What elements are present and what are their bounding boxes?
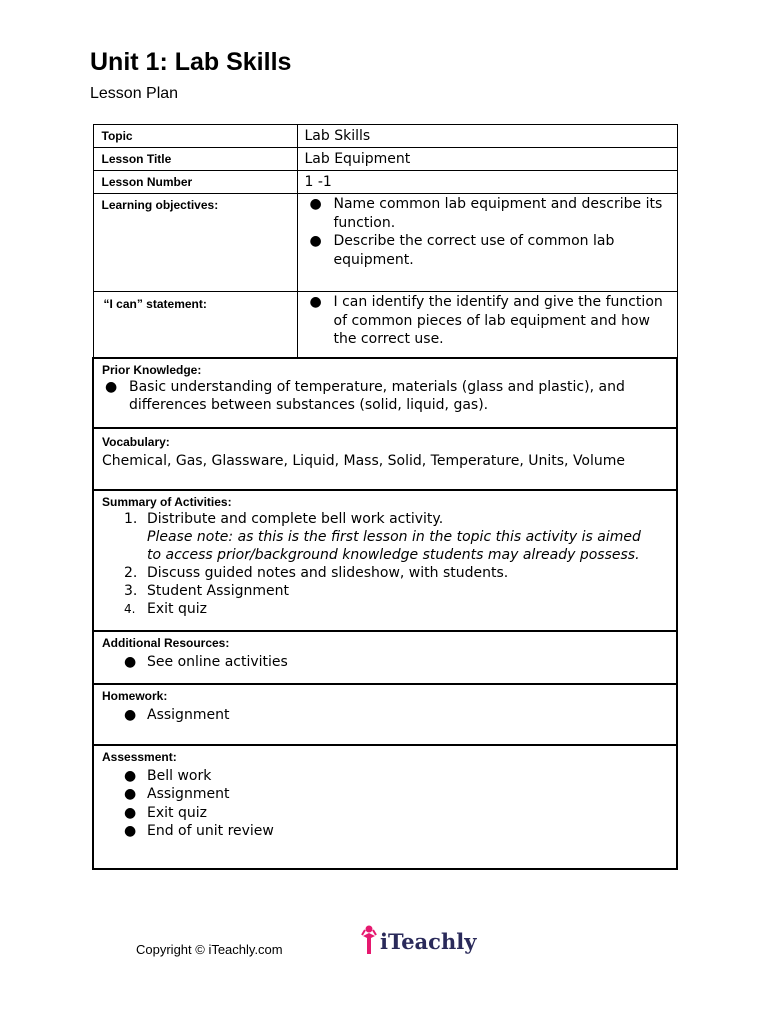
page-title: Unit 1: Lab Skills [90,48,292,76]
vocabulary-text: Chemical, Gas, Glassware, Liquid, Mass, Solid, Temperature, Units, Volume [102,452,626,469]
list-item: ● I can identify the identify and give the function of common pieces of lab equipment and how the correct use. [309,294,663,347]
bullet-icon: ● [124,804,137,821]
bullet-icon: ● [309,294,322,310]
homework-label: Homework: [102,688,168,703]
list-item: ● End of unit review [124,823,274,839]
objectives-label: Learning objectives: [101,198,219,212]
iteachly-logo [360,924,476,958]
lesson-title-label: Lesson Title [101,152,172,166]
row-prior-knowledge [93,358,677,428]
list-item: 4. Exit quiz [124,600,207,617]
homework-list [94,704,676,725]
bullet-icon: ● [105,378,118,395]
bullet-icon: ● [124,706,137,723]
copyright-text: Copyright © iTeachly.com [136,942,283,957]
logo-figure-icon [360,924,378,958]
i-can-list [298,292,677,349]
row-vocabulary [93,428,677,490]
bullet-icon: ● [124,653,137,670]
assessment-list [94,765,676,841]
page-subtitle: Lesson Plan [90,85,179,102]
row-assessment [93,745,677,869]
topic-label: Topic [101,129,133,143]
list-item: ● Name common lab equipment and describe its function. [309,196,663,231]
i-can-label: “I can” statement: [103,297,207,311]
lesson-title-value: Lab Equipment [304,151,411,167]
objectives-list [298,194,677,269]
row-summary [93,490,677,631]
bullet-icon: ● [309,233,322,249]
row-additional-resources [93,631,677,684]
additional-resources-label: Additional Resources: [102,635,230,650]
list-item: ● Assignment [124,786,230,802]
summary-list [94,510,676,618]
list-item: ● Describe the correct use of common lab equipment. [309,233,615,268]
topic-value: Lab Skills [304,128,371,144]
row-i-can [93,292,677,358]
list-item: ● Bell work [124,767,212,784]
lesson-plan-table [92,124,678,870]
row-homework [93,684,677,745]
list-item: ● Basic understanding of temperature, materials (glass and plastic), and differences between substances (solid, liquid, gas). [105,378,625,413]
list-item: ● See online activities [124,653,288,670]
summary-label: Summary of Activities: [102,494,232,509]
list-item: ● Exit quiz [124,804,207,821]
row-lesson-number [93,171,677,194]
list-item: 1. Distribute and complete bell work activity. Please note: as this is the first lesson in the topic this activity is aimed to access prior/background knowledge students may already possess. [94,510,656,564]
row-objectives [93,194,677,292]
row-topic [93,125,677,148]
additional-resources-list [94,651,676,672]
prior-knowledge-list [94,378,676,415]
logo-text: iTeachly [380,928,477,954]
list-item: 2. Discuss guided notes and slideshow, with students. [124,564,509,581]
list-item: 3. Student Assignment [124,582,289,599]
row-lesson-title [93,148,677,171]
summary-note: Please note: as this is the first lesson in the topic this activity is aimed to access prior/background knowledge students may already possess. [147,528,641,563]
bullet-icon: ● [124,767,137,784]
bullet-icon: ● [309,196,322,212]
list-item: ● Assignment [124,706,230,723]
lesson-number-value: 1 -1 [304,174,332,190]
vocabulary-label: Vocabulary: [102,434,170,449]
lesson-number-label: Lesson Number [101,175,193,189]
prior-knowledge-label: Prior Knowledge: [102,362,202,377]
bullet-icon: ● [124,823,137,839]
assessment-label: Assessment: [102,749,177,764]
bullet-icon: ● [124,786,137,802]
